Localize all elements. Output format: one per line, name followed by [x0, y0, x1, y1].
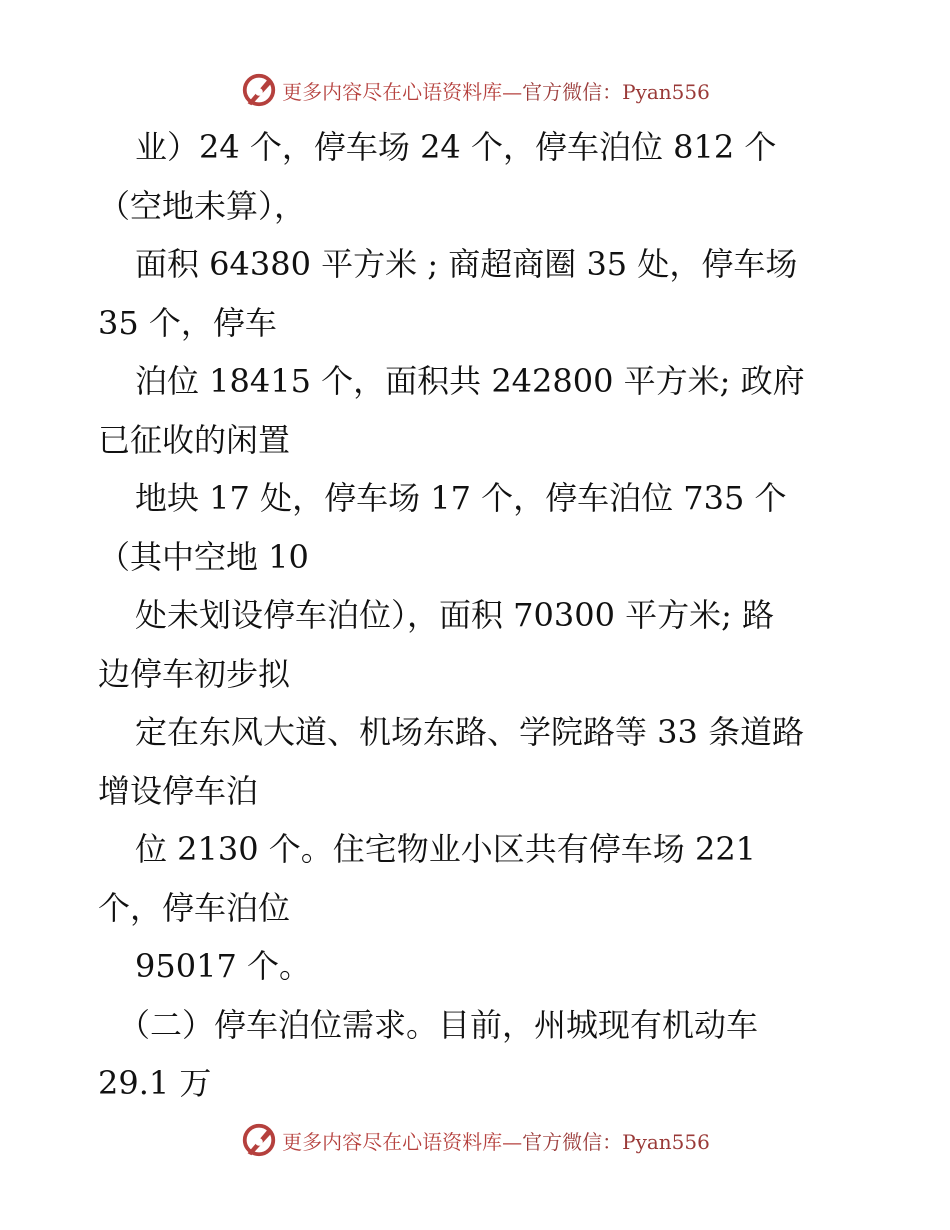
- body-line-3: 面积 64380 平方米 ; 商超商圈 35 处，停车场: [135, 245, 798, 283]
- body-line-17: 29.1 万: [98, 1064, 212, 1102]
- body-line-7: 地块 17 处，停车场 17 个，停车泊位 735 个: [135, 479, 787, 517]
- footer-text: [282, 1126, 710, 1155]
- header-text: [282, 76, 710, 105]
- body-line-14: 个，停车泊位: [98, 889, 291, 927]
- body-line-2: （空地未算），: [98, 187, 307, 225]
- body-line-9: 处未划设停车泊位），面积 70300 平方米; 路: [135, 596, 775, 634]
- body-line-8: （其中空地 10: [98, 538, 309, 576]
- pen-logo-icon: [240, 71, 278, 109]
- body-line-6: 已征收的闲置: [98, 421, 291, 459]
- footer-dash: —: [502, 1129, 523, 1154]
- body-line-4: 35 个，停车: [98, 304, 277, 342]
- body-line-5: 泊位 18415 个，面积共 242800 平方米; 政府: [135, 362, 805, 400]
- body-line-16: （二）停车泊位需求。目前，州城现有机动车: [118, 1006, 759, 1044]
- body-line-15: 95017 个。: [135, 947, 311, 985]
- pen-logo-icon: [240, 1121, 278, 1159]
- body-line-11: 定在东风大道、机场东路、学院路等 33 条道路: [135, 713, 805, 751]
- header-wechat: 官方微信：Pyan556: [522, 79, 710, 104]
- footer-site: 更多内容尽在心语资料库: [282, 1129, 503, 1154]
- body-line-12: 增设停车泊: [98, 772, 259, 810]
- body-line-1: 业）24 个，停车场 24 个，停车泊位 812 个: [135, 128, 777, 166]
- header-dash: —: [502, 79, 523, 104]
- header-watermark: [0, 70, 950, 110]
- body-line-10: 边停车初步拟: [98, 655, 291, 693]
- footer-wechat: 官方微信：Pyan556: [522, 1129, 710, 1154]
- body-line-13: 位 2130 个。住宅物业小区共有停车场 221: [135, 830, 757, 868]
- footer-watermark: [0, 1120, 950, 1160]
- header-site: 更多内容尽在心语资料库: [282, 79, 503, 104]
